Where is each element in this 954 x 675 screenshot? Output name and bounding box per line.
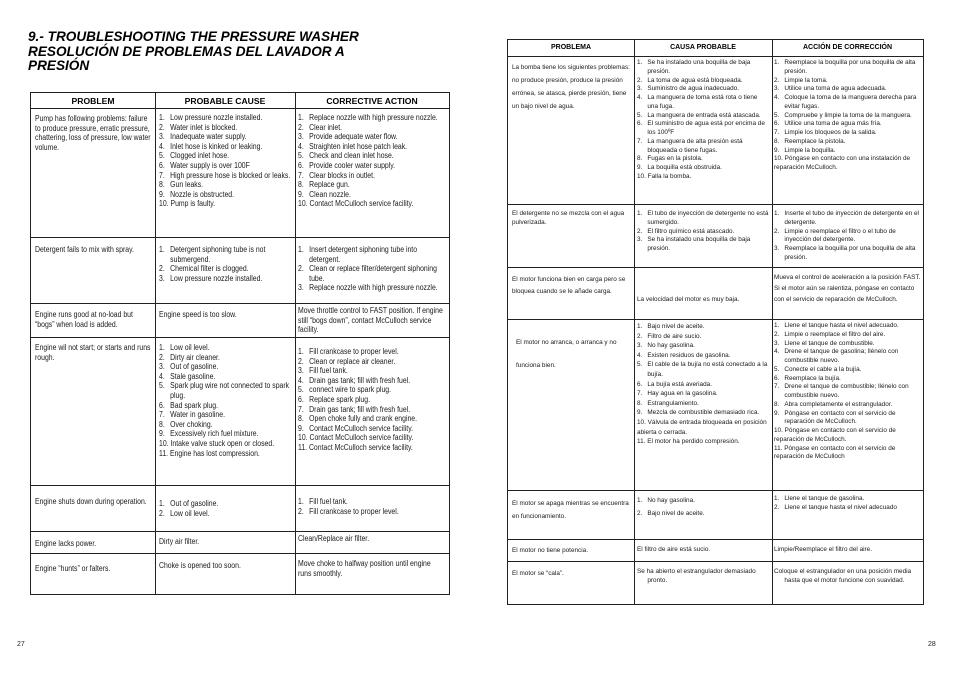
list-item: 1. Reemplace la boquilla por una boquilla de alta presión. [774,59,916,75]
cause-list [159,113,292,209]
cause-list [637,59,769,182]
problem-cell: La bomba tiene los siguientes problemas: no produce presión, produce la presión errónea, se atasca, pierde presión, tiene un bajo nivel de agua. [512,64,630,110]
list-item: 2. Llene el tanque hasta el nivel adecuado [774,503,897,511]
list-item: 8. Replace gun. [298,180,350,190]
action-cell [774,59,921,173]
list-item: 5. El cable de la bujía no está conectado a la bujía. [637,361,768,378]
list-item: 1. Llene el tanque de gasolina. [774,495,865,502]
list-item: 8. Abra completamente el estrangulador. [774,400,893,408]
action-cell [774,322,921,462]
list-item: 7. Drain gas tank; fill with fresh fuel. [298,404,411,414]
list-item: 11. Póngase en contacto con el servicio de reparación de McCulloch [774,444,896,461]
list-item: 6. Utilice una toma de agua más fría. [774,120,882,128]
list-item: 5. Clogged inlet hose. [159,151,230,161]
list-item: 6. El suministro de agua está por encima de los 100ºF [637,120,765,136]
action-list [774,568,921,586]
list-item: 10. Contact McCulloch service facility. [298,199,414,209]
cause-list [159,343,292,458]
action-cell: Move throttle control to FAST position. If engine still “bogs down”, contact McCulloch service facility. [298,306,443,335]
list-item: 10. Pump is faulty. [159,199,216,209]
list-item: 8. Open choke fully and crank engine. [298,414,418,424]
list-item: 9. Excessively rich fuel mixture. [159,429,259,439]
cause-list [637,210,769,254]
list-item: 2. Fill crankcase to proper level. [298,506,399,516]
problem-cell: Detergent fails to mix with spray. [35,245,134,254]
list-item: 1. Se ha instalado una boquilla de baja presión. [637,59,751,75]
list-item: 9. Nozzle is obstructed. [159,189,235,199]
list-item: 4. Straighten inlet hose patch leak. [298,141,408,151]
list-item: 4. La manguera de toma está rota o tiene una fuga. [637,94,758,110]
list-item: 1. Detergent siphoning tube is not submergend. [159,245,266,264]
list-item: 11. El motor ha perdido compresión. [637,438,740,446]
list-item: 6. Replace spark plug. [298,394,370,404]
list-item: 2. Limpie o reemplace el filtro del aire. [774,330,886,338]
list-item: 2. Clean or replace filter/detergent siphoning tube. [298,264,437,283]
cause-cell [159,343,292,458]
cause-cell [637,495,769,520]
list-item: 9. Mezcla de combustible demasiado rica. [637,409,760,417]
list-item: 6. La bujía está averiada. [637,380,712,388]
action-cell: Clean/Replace air filter. [298,534,370,543]
problem-cell: El motor funciona bien en carga pero se bloquea cuando se le añade carga. [512,276,626,295]
list-item: 7. La manguera de alta presión está bloqueada o tiene fugas. [637,137,743,154]
list-item: 10. Póngase en contacto con el servicio de reparación de McCulloch. [774,427,896,443]
list-item: 11. Contact McCulloch service facility. [298,442,413,452]
action-cell: Mueva el control de aceleración a la posición FAST. Si el motor aún se ralentiza, póngase en contacto con el servicio de reparación de McCulloch. [774,274,921,304]
cause-cell: La velocidad del motor es muy baja. [637,296,740,303]
action-list [774,495,921,513]
header-causa-probable: CAUSA PROBABLE [670,44,736,51]
cause-cell: El filtro de aire está sucio. [637,546,711,553]
section-heading [28,30,448,74]
heading-line-3: PRESIÓN [28,58,90,73]
action-cell: Limpie/Reemplace el filtro del aire. [774,546,873,553]
action-cell: Move choke to halfway position until engine runs smoothly. [298,559,431,578]
list-item: 3. Fill fuel tank. [298,366,348,376]
list-item: 8. Fugas en la pistola. [637,155,703,163]
list-item: 9. Contact McCulloch service facility. [298,423,414,433]
list-item: 2. Limpie o reemplace el filtro o el tubo de inyección del detergente. [774,227,896,244]
page-number-left: 27 [17,641,25,648]
problem-cell: Pump has following problems: failure to produce pressure, erratic pressure, chattering, loss of pressure, low water volume. [35,114,151,152]
action-cell [774,495,921,513]
list-item: 6. Reemplace la bujía. [774,374,841,382]
list-item: 10. Falla la bomba. [637,172,692,180]
list-item: 2. El filtro químico está atascado. [637,227,735,235]
list-item: 5. Check and clean inlet hose. [298,151,394,161]
cause-list [637,568,769,586]
list-item: 2. Clear inlet. [298,122,343,132]
list-item: 7. Clear blocks in outlet. [298,170,375,180]
page-number-right: 28 [928,641,936,648]
list-item: 8. Gun leaks. [159,180,204,190]
list-item: 7. Limpie los bloqueos de la salida. [774,129,877,136]
list-item: 2. Chemical filter is clogged. [159,264,249,274]
list-item: 3. Suministro de agua inadecuado. [637,85,739,93]
cause-list [159,499,292,518]
list-item: 4. Existen residuos de gasolina. [637,351,731,359]
list-item: 4. Coloque la toma de la manguera derecha para evitar fugas. [774,94,917,110]
list-item: 4. Inlet hose is kinked or leaking. [159,141,263,151]
cause-cell [637,210,769,254]
action-list [774,322,921,462]
list-item: 2. Bajo nivel de aceite. [637,509,705,517]
list-item: Se ha abierto el estrangulador demasiado pronto. [637,568,756,584]
spanish-troubleshooting-table [507,39,924,605]
header-problem: PROBLEM [71,96,115,106]
problem-cell: Engine runs good at no-load but “bogs” when load is added. [35,310,133,329]
list-item: 1. Out of gasoline. [159,499,219,508]
list-item: 1. No hay gasolina. [637,497,695,504]
problem-cell: El detergente no se mezcla con el agua pulverizada. [512,210,625,226]
cause-cell [159,113,292,209]
list-item: 2. Dirty air cleaner. [159,352,220,362]
list-item: 4. Stale gasoline. [159,371,216,381]
action-list [298,245,446,293]
list-item: 9. Póngase en contacto con el servicio de reparación de McCulloch. [774,409,896,426]
list-item: Coloque el estrangulador en una posición media hasta que el motor funcione con suavidad. [774,568,912,584]
list-item: 5. Compruebe y limpie la toma de la manguera. [774,111,912,119]
list-item: 3. Utilice una toma de agua adecuada. [774,85,887,93]
list-item: 3. Inadequate water supply. [159,132,247,142]
list-item: 3. Reemplace la boquilla por una boquilla de alta presión. [774,245,916,261]
problem-cell: Engine lacks power. [35,539,97,548]
cause-cell [637,568,769,586]
list-item: 1. Bajo nivel de aceite. [637,323,705,330]
action-cell [298,347,446,453]
list-item: 1. Low pressure nozzle installed. [159,113,263,122]
header-problema: PROBLEMA [550,44,592,51]
action-list [298,347,446,453]
list-item: 10. Contact McCulloch service facility. [298,433,414,443]
list-item: 7. High pressure hose is blocked or leaks. [159,170,291,180]
list-item: 5. Spark plug wire not connected to spark plug. [159,381,290,400]
action-cell [298,113,446,209]
header-accion-de-correccion: ACCIÓN DE CORRECCIÓN [802,44,893,51]
list-item: 11. Engine has lost compression. [159,448,260,458]
list-item: 3. Low pressure nozzle installed. [159,273,263,283]
list-item: 2. Clean or replace air cleaner. [298,356,396,366]
list-item: 2. Limpie la toma. [774,76,828,84]
cause-cell [637,322,769,447]
action-cell [774,210,921,263]
list-item: 1. Fill crankcase to proper level. [298,347,399,356]
list-item: 3. Out of gasoline. [159,362,219,372]
list-item: 3. Provide adequate water flow. [298,132,398,142]
list-item: 2. La toma de agua está bloqueada. [637,76,743,84]
action-list [298,497,446,516]
list-item: 1. Replace nozzle with high pressure nozzle. [298,113,438,122]
list-item: 9. Clean nozzle. [298,189,351,199]
list-item: 1. El tubo de inyección de detergente no está sumergido. [637,210,769,226]
list-item: 5. connect wire to spark plug. [298,385,392,395]
action-list [774,210,921,263]
list-item: 1. Llene el tanque hasta el nivel adecuado. [774,322,899,329]
problem-cell: Engine “hunts” or falters. [35,564,111,573]
list-item: 3. Se ha instalado una boquilla de baja presión. [637,236,751,252]
cause-cell: Dirty air filter. [159,537,200,546]
problem-cell: El motor no arranca, o arranca y no funciona bien. [516,339,617,369]
list-item: 10. Válvula de entrada bloqueada en posición abierta o cerrada. [637,418,767,436]
list-item: 2. Filtro de aire sucio. [637,332,702,340]
list-item: 9. Limpie la boquilla. [774,146,836,154]
action-cell [774,568,921,586]
list-item: 6. Bad spark plug. [159,400,218,410]
problem-cell: Engine wil not start; or starts and runs rough. [35,343,151,362]
list-item: 1. Low oil level. [159,343,210,352]
list-item: 8. Reemplace la pistola. [774,137,846,145]
list-item: 1. Inserte el tubo de inyección de detergente en el detergente. [774,210,919,226]
cause-cell: Choke is opened too soon. [159,561,241,570]
cause-cell [159,245,292,283]
list-item: 2. Low oil level. [159,508,210,518]
list-item: 3. No hay gasolina. [637,342,695,350]
problem-cell: Engine shuts down during operation. [35,497,147,506]
list-item: 6. Provide cooler water supply. [298,160,396,170]
action-cell [298,497,446,516]
list-item: 8. Estrangulamiento. [637,399,699,407]
cause-cell [159,499,292,518]
cause-list [637,322,769,447]
cause-cell: Engine speed is too slow. [159,310,237,319]
header-corrective-action: CORRECTIVE ACTION [326,96,418,106]
cause-cell [637,59,769,182]
list-item: 3. Llene el tanque de combustible. [774,339,875,347]
list-item: 5. Conecte el cable a la bujía. [774,365,862,373]
list-item: 6. Water supply is over 100F [159,160,250,170]
list-item: 4. Drene el tanque de gasolina; llénelo con combustible nuevo. [774,348,899,364]
english-troubleshooting-table [30,92,450,595]
list-item: 1. Fill fuel tank. [298,497,348,506]
cause-list [159,245,292,283]
problem-cell: El motor se apaga mientras se encuentra en funcionamiento. [512,500,629,520]
heading-line-2: RESOLUCIÓN DE PROBLEMAS DEL LAVADOR A [28,43,345,59]
action-cell [298,245,446,293]
list-item: 7. Hay agua en la gasolina. [637,390,718,398]
list-item: 4. Drain gas tank; fill with fresh fuel. [298,375,411,385]
action-list [774,59,921,173]
list-item: 7. Water in gasoline. [159,410,225,420]
list-item: 9. La boquilla está obstruida. [637,164,722,171]
cause-list [637,495,769,520]
list-item: 7. Drene el tanque de combustible; llénelo con combustible nuevo. [774,383,909,399]
list-item: 5. La manguera de entrada está atascada. [637,111,761,119]
heading-line-1: 9.- TROUBLESHOOTING THE PRESSURE WASHER [28,29,359,44]
problem-cell: El motor se “cala”. [512,570,564,577]
list-item: 8. Over choking. [159,419,213,429]
list-item: 10. Póngase en contacto con una instalación de reparación McCulloch. [774,155,911,171]
problem-cell: El motor no tiene potencia. [512,547,589,554]
list-item: 1. Insert detergent siphoning tube into detergent. [298,245,418,264]
list-item: 2. Water inlet is blocked. [159,122,238,132]
list-item: 3. Replace nozzle with high pressure nozzle. [298,283,438,293]
header-probable-cause: PROBABLE CAUSE [184,96,266,106]
action-list [298,113,446,209]
list-item: 10. Intake valve stuck open or closed. [159,438,275,448]
